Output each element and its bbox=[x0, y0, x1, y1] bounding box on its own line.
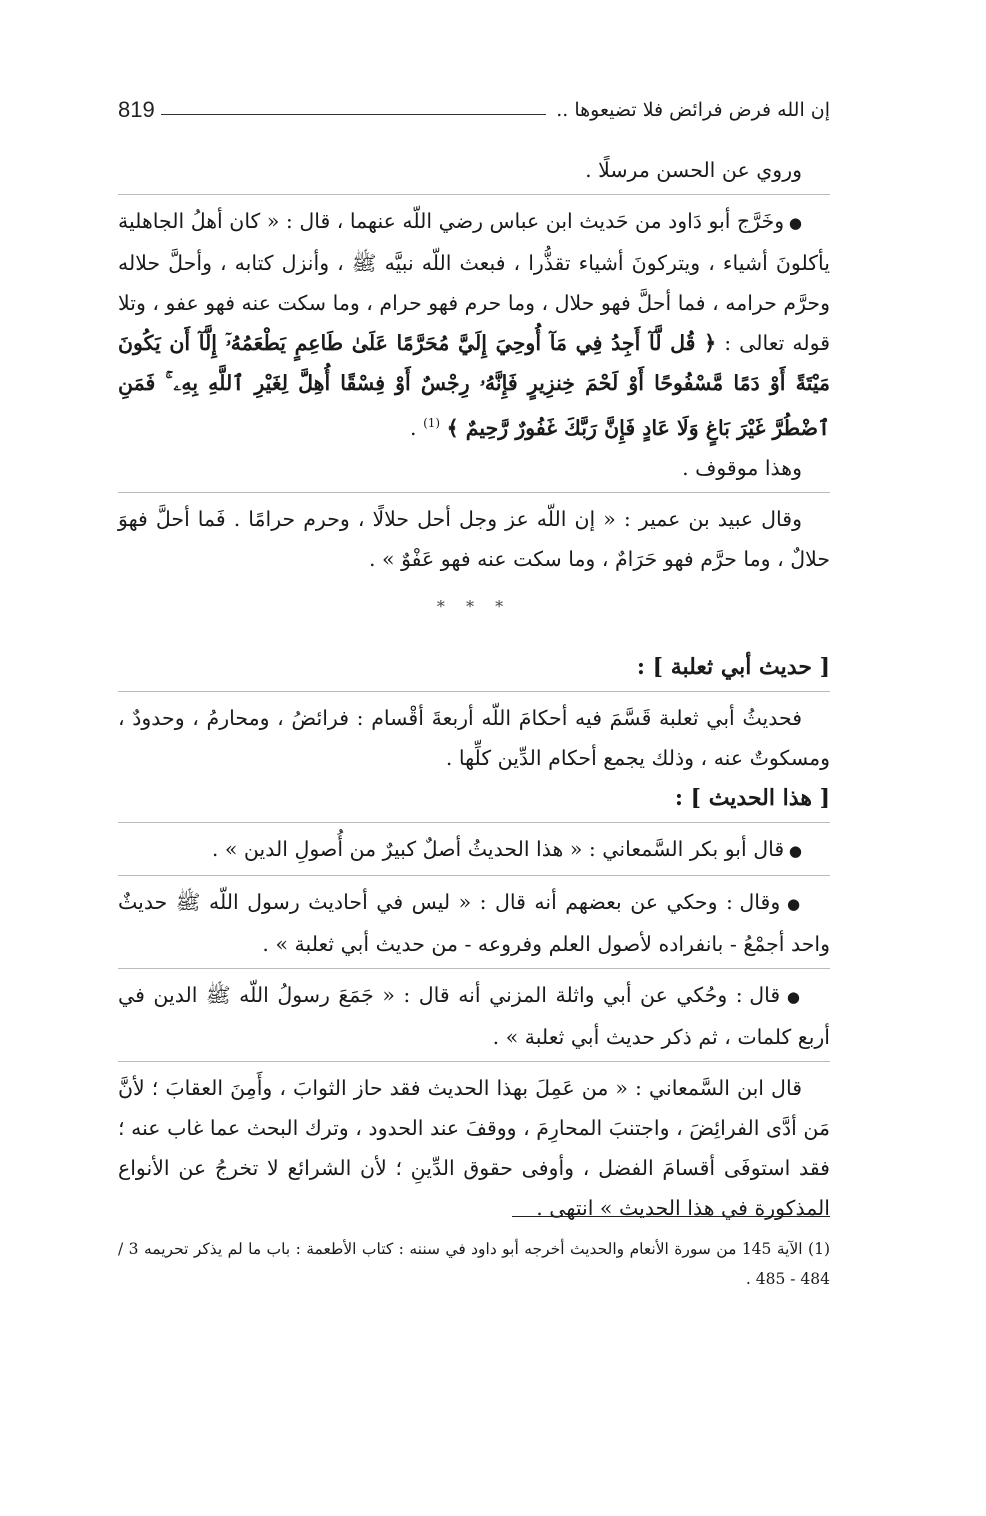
abu-dawud-text: وخَرَّج أبو دَاود من حَديث ابن عباس رضي اللّه عنهما ، قال : « كان أهلُ الجاهلية يأكلونَ أشياء ، ويتركونَ أشياء تقذُّرا ، فبعث اللّه نبيَّه ﷺ ، وأنزل كتابه ، وأحلَّ حلاله وحرَّم حرامه ، فما أحلَّ فهو حلال ، وما حرم فهو حرام ، وما سكت عنه فهو عفو ، وتلا قوله تعالى : bbox=[118, 209, 830, 355]
section-heading-this-hadith: [ هذا الحديث ] : bbox=[674, 784, 830, 811]
paragraph-separator bbox=[118, 1061, 830, 1062]
paragraph-separator bbox=[118, 822, 830, 823]
paragraph-abu-dawud bbox=[118, 201, 830, 448]
paragraph-some-said: ● وقال : وحكي عن بعضهم أنه قال : « ليس في أحاديث رسول اللّه ﷺ حديثٌ واحد أجمْعُ - بانفراده لأصول العلم وفروعه - من حديث أبي ثعلبة » . bbox=[118, 882, 830, 964]
paragraph-mawquf: وهذا موقوف . bbox=[682, 455, 802, 480]
page-number: 819 bbox=[118, 97, 155, 122]
paragraph-four-divisions: فحديثُ أبي ثعلبة قَسَّمَ فيه أحكامَ اللّه أربعةَ أقْسام : فرائضُ ، ومحارمُ ، وحدودٌ ، ومسكوتٌ عنه ، وذلك يجمع أحكام الدِّين كلِّها . bbox=[118, 705, 830, 770]
paragraph-samani: ● قال أبو بكر السَّمعاني : « هذا الحديثُ أصلٌ كبيرٌ من أُصولِ الدين » . bbox=[118, 829, 830, 871]
paragraph-ibn-samani: قال ابن السَّمعاني : « من عَمِلَ بهذا الحديث فقد حاز الثوابَ ، وأَمِنَ العقابَ ؛ لأنَّ مَن أدَّى الفرائِضَ ، واجتنبَ المحارِمَ ، ووقفَ عند الحدود ، وترك البحث عما غاب عنه ؛ فقد استوفَى أقسامَ الفضل ، وأوفى حقوق الدِّينِ ؛ لأن الشرائع لا تخرجُ عن الأنواع المذكورة في هذا الحديث » انتهى . bbox=[118, 1075, 830, 1220]
section-heading-abu-thalaba: [ حديث أبي ثعلبة ] : bbox=[636, 653, 830, 680]
paragraph-end-mark: . bbox=[410, 415, 417, 440]
footnote-rule bbox=[512, 1216, 830, 1217]
main-text bbox=[118, 150, 830, 1228]
paragraph-narration: وروي عن الحسن مرسلًا . bbox=[585, 158, 802, 182]
footnote bbox=[118, 1234, 830, 1294]
section-stars: * * * bbox=[436, 596, 512, 616]
quran-verse: ﴿ قُل لَّآ أَجِدُ فِي مَآ أُوحِيَ إِلَيَّ مُحَرَّمًا عَلَىٰ طَاعِمٍ يَطْعَمُهُۥٓ إِلَّآ أَن يَكُونَ مَيْتَةً أَوْ دَمًا مَّسْفُوحًا أَوْ لَحْمَ خِنزِيرٍ فَإِنَّهُۥ رِجْسٌ أَوْ فِسْقًا أُهِلَّ لِغَيْرِ ٱللَّهِ بِهِۦ ۚ فَمَنِ ٱضْطُرَّ غَيْرَ بَاغٍ وَلَا عَادٍ فَإِنَّ رَبَّكَ غَفُورٌ رَّحِيمٌ ﴾ bbox=[118, 331, 830, 440]
running-title: إن الله فرض فرائض فلا تضيعوها .. bbox=[556, 99, 830, 121]
paragraph-separator bbox=[118, 691, 830, 692]
paragraph-separator bbox=[118, 875, 830, 876]
paragraph-abu-wathila: ● قال : وحُكي عن أبي واثلة المزني أنه قال : « جَمَعَ رسولُ اللّه ﷺ الدين في أربع كلمات ، ثم ذكر حديث أبي ثعلبة » . bbox=[118, 975, 830, 1057]
paragraph-separator bbox=[118, 968, 830, 969]
footnote-ref: (1) bbox=[423, 416, 441, 430]
footnote-text: (1) الآية 145 من سورة الأنعام والحديث أخرجه أبو داود في سننه : كتاب الأطعمة : باب ما لم يذكر تحريمه 3 / 484 - 485 . bbox=[118, 1240, 831, 1288]
header-rule bbox=[161, 114, 547, 115]
paragraph-separator bbox=[118, 492, 830, 493]
paragraph-separator bbox=[118, 194, 830, 195]
page-header bbox=[118, 88, 830, 122]
paragraph-ubayd: وقال عبيد بن عمير : « إن اللّه عز وجل أحل حلالًا ، وحرم حرامًا . فَما أحلَّ فهوَ حلالٌ ، وما حرَّم فهو حَرَامٌ ، وما سكت عنه فهو عَفْوٌ » . bbox=[118, 506, 830, 571]
